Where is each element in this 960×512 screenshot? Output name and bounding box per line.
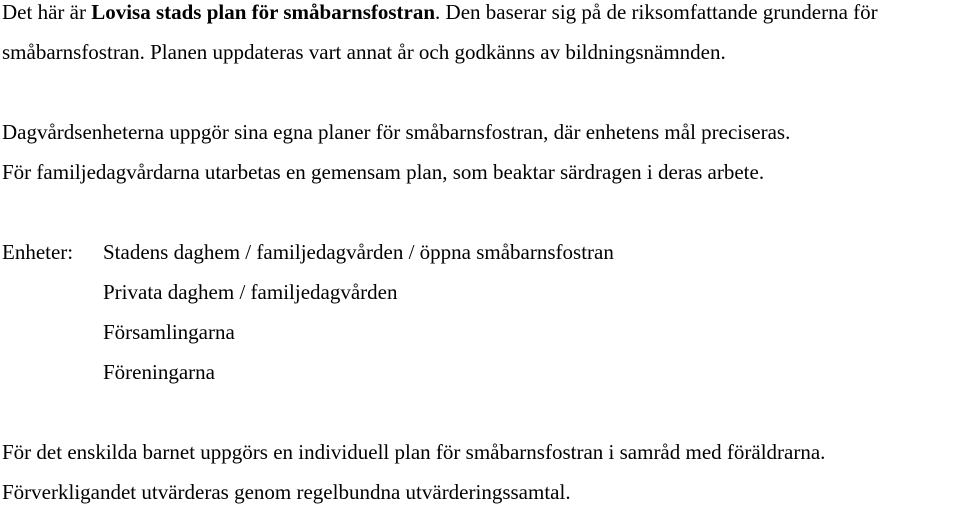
spacer xyxy=(2,72,958,112)
spacer xyxy=(2,392,958,432)
intro-prefix: Det här är xyxy=(2,0,92,24)
document-body xyxy=(2,0,958,512)
units-list xyxy=(103,232,614,392)
intro-line-1 xyxy=(2,0,958,32)
units-section xyxy=(2,232,958,392)
unit-item: Privata daghem / familjedagvården xyxy=(103,280,398,304)
intro-suffix: . Den baserar sig på de riksomfattande grunderna för xyxy=(435,0,878,24)
individual-line-1: För det enskilda barnet uppgörs en individuell plan för småbarnsfostran i samråd med föräldrarna. xyxy=(2,440,826,464)
unit-item: Församlingarna xyxy=(103,320,235,344)
units-intro-line-1: Dagvårdsenheterna uppgör sina egna planer för småbarnsfostran, där enhetens mål preciseras. xyxy=(2,120,791,144)
individual-line-2: Förverkligandet utvärderas genom regelbundna utvärderingssamtal. xyxy=(2,480,571,504)
spacer xyxy=(2,192,958,232)
intro-line-2: småbarnsfostran. Planen uppdateras vart annat år och godkänns av bildningsnämnden. xyxy=(2,40,726,64)
plan-title: Lovisa stads plan för småbarnsfostran xyxy=(91,0,436,24)
unit-item: Stadens daghem / familjedagvården / öppna småbarnsfostran xyxy=(103,240,614,264)
units-label: Enheter: xyxy=(2,240,74,264)
units-intro-line-2: För familjedagvårdarna utarbetas en gemensam plan, som beaktar särdragen i deras arbete. xyxy=(2,160,765,184)
unit-item: Föreningarna xyxy=(103,360,215,384)
